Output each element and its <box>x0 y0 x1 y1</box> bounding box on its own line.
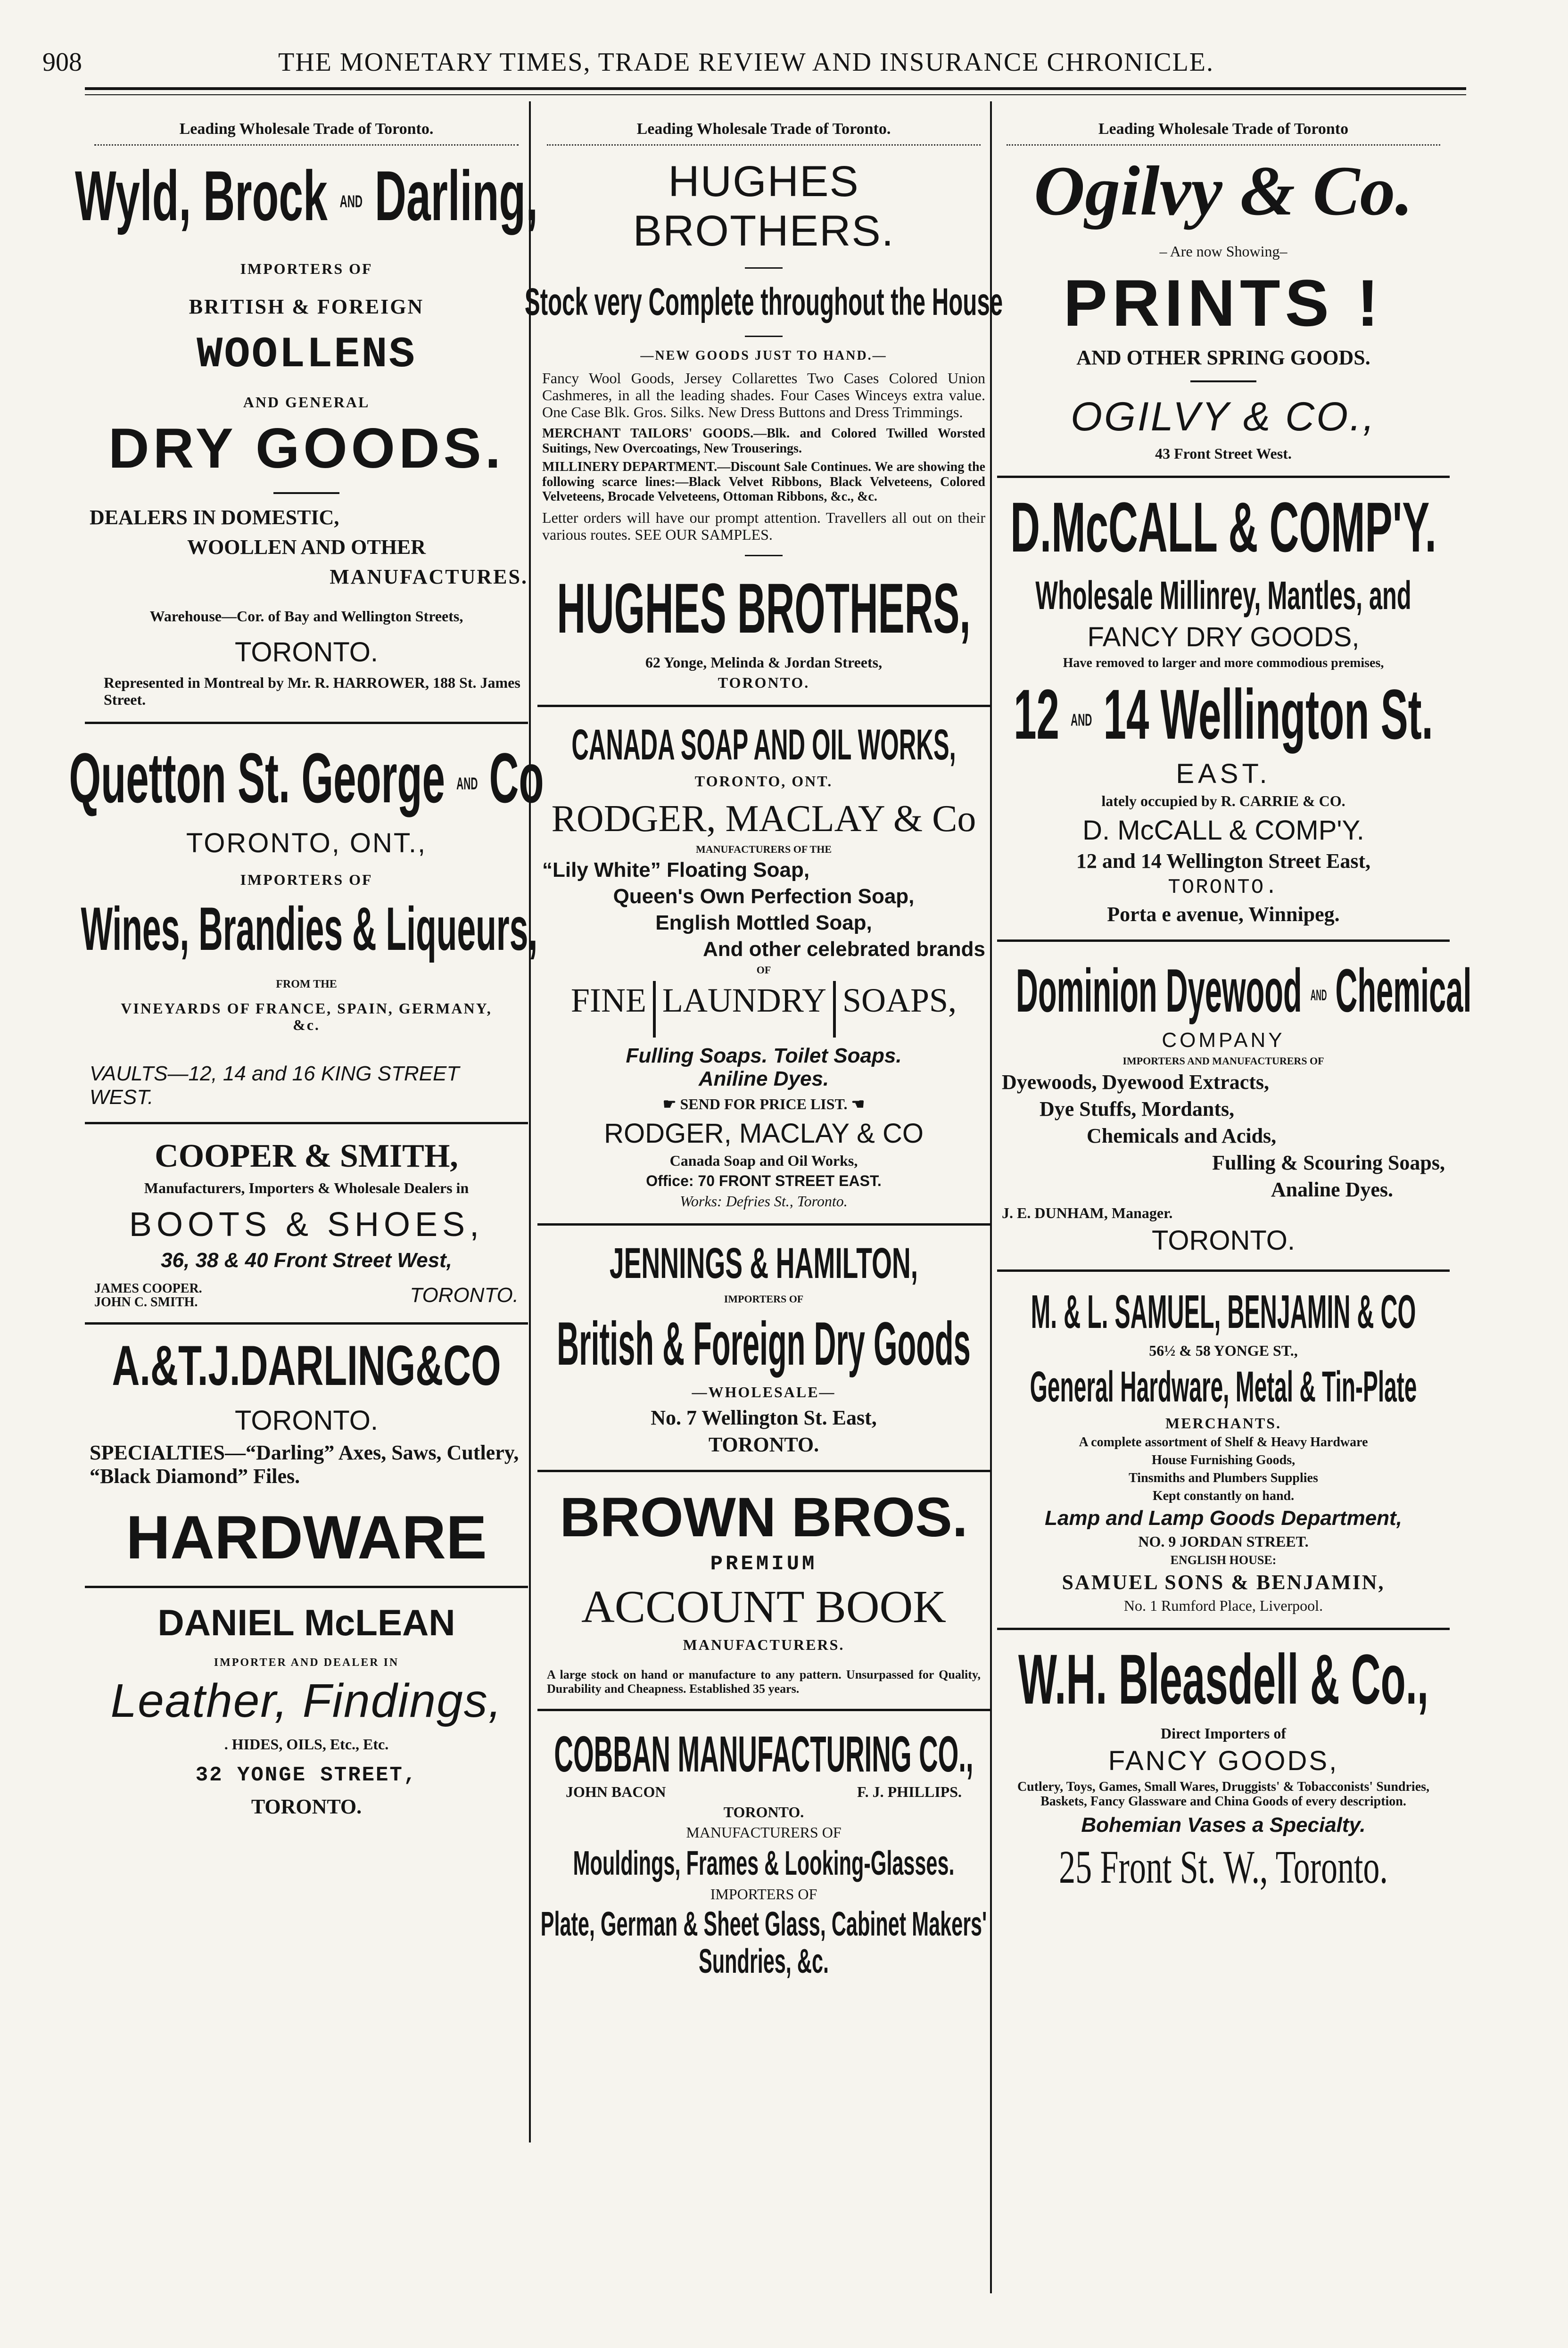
send-price-list: ☛ SEND FOR PRICE LIST. ☚ <box>662 1096 865 1113</box>
account-book-line: ACCOUNT BOOK <box>581 1582 947 1633</box>
page-number: 908 <box>42 48 82 77</box>
importers-line: IMPORTERS AND MANUFACTURERS OF <box>1122 1055 1324 1067</box>
wavy-rule <box>1007 142 1440 146</box>
partners <box>94 1282 202 1310</box>
millinery-para: MILLINERY DEPARTMENT.—Discount Sale Continues. We are showing the following scarce lines:—Black Velvet Ribbons, Black Velveteens, Colored Velveteens, Brocade Velveteens, Ottoman Ribbons, &c., &c. <box>542 460 985 504</box>
short-rule <box>1190 380 1256 382</box>
ad-darling-co <box>85 1333 528 1573</box>
city-line: TORONTO, ONT. <box>694 772 833 790</box>
firm-name: W.H. Bleasdell & Co., <box>1018 1639 1429 1719</box>
address-line: 32 YONGE STREET, <box>195 1763 418 1787</box>
chemicals-line: Chemicals and Acids, <box>1087 1124 1277 1147</box>
address-line: 36, 38 & 40 Front Street West, <box>161 1248 452 1272</box>
address-street: 14 Wellington St. <box>1103 674 1433 754</box>
of-line: OF <box>756 964 771 976</box>
city-line: TORONTO. <box>1152 1225 1295 1256</box>
partner-row <box>85 1282 528 1310</box>
firm-name: JENNINGS & HAMILTON, <box>609 1239 918 1288</box>
and-mark: AND <box>1310 986 1327 1004</box>
bohemian-line: Bohemian Vases a Specialty. <box>1081 1813 1366 1837</box>
represented-line: Represented in Montreal by Mr. R. HARROWER, 188 St. James Street. <box>104 674 520 708</box>
jordan-line: NO. 9 JORDAN STREET. <box>1138 1532 1309 1550</box>
ad-ogilvy <box>997 150 1450 462</box>
section-rule <box>85 1586 528 1588</box>
boots-line: BOOTS & SHOES, <box>129 1205 484 1244</box>
dry-goods-line: DRY GOODS. <box>108 417 505 480</box>
city-line: TORONTO. <box>410 1284 519 1307</box>
ad-jennings-hamilton <box>537 1239 990 1457</box>
ad-wyld-brock-darling <box>74 155 538 709</box>
and-mark: AND <box>339 191 363 211</box>
ad-mccall <box>997 486 1450 926</box>
city-line: TORONTO, ONT., <box>186 827 427 858</box>
address-big <box>983 674 1464 755</box>
lamp-line: Lamp and Lamp Goods Department, <box>1045 1506 1402 1530</box>
firm-name-left: Quetton St. George <box>69 738 445 817</box>
general-line: General Hardware, Metal & Tin-Plate <box>1030 1362 1417 1411</box>
winnipeg-line: Porta e avenue, Winnipeg. <box>1107 902 1340 926</box>
lily-line: “Lily White” Floating Soap, <box>542 858 810 882</box>
importers-line: IMPORTERS OF <box>240 260 373 277</box>
city-line: TORONTO. <box>723 1803 804 1821</box>
column-heading: Leading Wholesale Trade of Toronto. <box>179 120 434 138</box>
section-rule <box>997 939 1450 942</box>
fulling-line: Fulling & Scouring Soaps, <box>1212 1151 1445 1174</box>
letter-orders-para: Letter orders will have our prompt attention. Travellers all out on their various routes. SEE OUR SAMPLES. <box>542 509 985 544</box>
fancy-line: FANCY DRY GOODS, <box>1087 622 1360 653</box>
ad-brown-bros <box>537 1485 990 1695</box>
section-rule <box>997 1628 1450 1630</box>
hides-line: . HIDES, OILS, Etc., Etc. <box>224 1735 389 1753</box>
address-line: 25 Front St. W., Toronto. <box>1059 1841 1388 1894</box>
wavy-rule <box>547 142 981 146</box>
importers-line: IMPORTERS OF <box>724 1293 804 1305</box>
header-rule-thin <box>85 94 1466 95</box>
city-line: TORONTO. <box>235 1405 378 1436</box>
firm-name: HUGHES BROTHERS. <box>633 157 895 255</box>
city-line: TORONTO. <box>1168 875 1279 899</box>
partner-name: JAMES COOPER. <box>94 1281 202 1296</box>
ad-dominion-dyewood <box>997 955 1472 1256</box>
and-mark: AND <box>456 774 478 793</box>
running-title: THE MONETARY TIMES, TRADE REVIEW AND INSURANCE CHRONICLE. <box>278 48 1214 77</box>
firm-name: COOPER & SMITH, <box>155 1137 458 1174</box>
cutlery-desc: Cutlery, Toys, Games, Small Wares, Druggists' & Tobacconists' Sundries, Baskets, Fancy Glassware and China Goods of every description. <box>1017 1779 1430 1809</box>
section-rule <box>537 1709 990 1711</box>
furnishing-line: House Furnishing Goods, <box>1151 1452 1296 1467</box>
section-rule <box>85 1322 528 1325</box>
dealers-line: DEALERS IN DOMESTIC, <box>90 506 339 529</box>
direct-line: Direct Importers of <box>1161 1724 1286 1742</box>
soaps-word: SOAPS, <box>842 981 957 1019</box>
works-line: Canada Soap and Oil Works, <box>669 1152 858 1170</box>
ad-daniel-mclean <box>85 1601 528 1819</box>
partner-name: F. J. PHILLIPS. <box>857 1783 962 1800</box>
firm-name: M. & L. SAMUEL, BENJAMIN & CO <box>1031 1285 1416 1338</box>
stock-desc: A large stock on hand or manufacture to any pattern. Unsurpassed for Quality, Durability and Cheapness. Established 35 years. <box>547 1668 981 1696</box>
specialties-line: SPECIALTIES—“Darling” Axes, Saws, Cutlery, “Black Diamond” Files. <box>90 1441 519 1488</box>
firm-name-right: Darling, <box>374 156 538 235</box>
ad-canada-soap <box>537 720 990 1211</box>
mouldings-line: Mouldings, Frames & Looking-Glasses. <box>573 1844 955 1882</box>
english-line: English Mottled Soap, <box>655 911 872 934</box>
ad-bleasdell <box>997 1639 1450 1895</box>
address-line: 43 Front Street West. <box>1155 445 1292 462</box>
firm-name-left: Wyld, Brock <box>74 156 328 235</box>
dry-goods-line: British & Foreign Dry Goods <box>557 1309 971 1378</box>
mfrs-line: MANUFACTURERS OF THE <box>695 843 832 855</box>
liverpool-line: No. 1 Rumford Place, Liverpool. <box>1123 1597 1323 1614</box>
section-rule <box>85 722 528 724</box>
firm-name-2: D. McCALL & COMP'Y. <box>1082 815 1364 846</box>
section-rule <box>997 1269 1450 1272</box>
fine-word: FINE <box>570 981 646 1019</box>
firm-name-right: Chemical <box>1335 956 1472 1025</box>
column-3 <box>997 101 1472 2317</box>
page-header <box>42 42 1527 94</box>
column-2 <box>524 101 1003 2317</box>
dyewoods-line: Dyewoods, Dyewood Extracts, <box>1002 1070 1270 1094</box>
section-rule <box>537 705 990 707</box>
firm-name: CANADA SOAP AND OIL WORKS, <box>571 720 956 769</box>
fancy-goods-line: FANCY GOODS, <box>1108 1745 1339 1776</box>
from-line: FROM THE <box>276 978 337 990</box>
importers-line: IMPORTERS OF <box>240 871 373 888</box>
wines-line: Wines, Brandies & Liqueurs, <box>81 894 538 963</box>
ad-cobban <box>537 1724 990 1980</box>
short-rule <box>745 267 783 269</box>
firm-name <box>1016 955 1472 1026</box>
new-goods-line: —NEW GOODS JUST TO HAND.— <box>640 348 887 363</box>
stock-line: Stock very Complete throughout the House <box>524 280 1003 323</box>
analine-line: Analine Dyes. <box>1271 1178 1393 1201</box>
merchants-line: MERCHANTS. <box>1165 1414 1281 1432</box>
address-line: 12 and 14 Wellington Street East, <box>1076 849 1371 873</box>
premium-line: PREMIUM <box>710 1552 817 1576</box>
english-house-line: ENGLISH HOUSE: <box>1170 1553 1277 1567</box>
partner-name: JOHN BACON <box>566 1783 666 1800</box>
desc-line: Manufacturers, Importers & Wholesale Dealers in <box>144 1179 469 1196</box>
plate-line: Plate, German & Sheet Glass, Cabinet Makers' Sundries, &c. <box>540 1905 987 1980</box>
rodger-maclay-line-2: RODGER, MACLAY & CO <box>604 1118 924 1149</box>
firm-name: DANIEL McLEAN <box>157 1601 455 1643</box>
ad-samuel-benjamin <box>997 1285 1450 1615</box>
firm-name: A.&T.J.DARLING&CO <box>112 1334 501 1398</box>
address-line: No. 7 Wellington St. East, <box>651 1406 877 1430</box>
hardware-line: HARDWARE <box>126 1502 487 1572</box>
firm-name: BROWN BROS. <box>560 1486 968 1549</box>
column-divider-1 <box>529 101 531 2142</box>
kept-line: Kept constantly on hand. <box>1152 1488 1295 1503</box>
partner-name: JOHN C. SMITH. <box>94 1295 198 1310</box>
assortment-line: A complete assortment of Shelf & Heavy Hardware <box>1079 1434 1368 1450</box>
queens-line: Queen's Own Perfection Soap, <box>613 884 915 908</box>
address-line: 56½ & 58 YONGE ST., <box>1149 1342 1298 1359</box>
short-rule <box>745 555 783 556</box>
and-mark: AND <box>1071 710 1092 729</box>
section-rule <box>537 1470 990 1472</box>
partner-row <box>537 1783 990 1801</box>
ad-hughes-brothers <box>524 157 1003 692</box>
firm-name <box>68 737 544 819</box>
fulling-line: Fulling Soaps. Toilet Soaps. Aniline Dyes. <box>626 1044 902 1091</box>
city-line: TORONTO. <box>718 674 810 691</box>
address-num: 12 <box>1014 674 1059 754</box>
company-line: COMPANY <box>1162 1028 1285 1052</box>
firm-name-left: Dominion Dyewood <box>1016 956 1302 1025</box>
woollen-line: WOOLLEN AND OTHER <box>187 536 426 559</box>
column-heading: Leading Wholesale Trade of Toronto <box>1098 120 1349 138</box>
desc-line: IMPORTER AND DEALER IN <box>214 1656 399 1669</box>
manufactures-line: MANUFACTURES. <box>330 565 528 588</box>
removed-line: Have removed to larger and more commodious premises, <box>1063 656 1384 671</box>
firm-name-2: OGILVY & CO., <box>1071 394 1376 440</box>
mfrs-line: MANUFACTURERS OF <box>686 1823 842 1841</box>
firm-name-right: Co <box>489 738 544 817</box>
other-goods-line: AND OTHER SPRING GOODS. <box>1076 346 1370 369</box>
works-location: Works: Defries St., Toronto. <box>680 1193 848 1210</box>
british-foreign-line: BRITISH & FOREIGN <box>189 295 424 318</box>
section-rule <box>537 1223 990 1226</box>
leather-line: Leather, Findings, <box>110 1674 503 1727</box>
office-line: Office: 70 FRONT STREET EAST. <box>646 1172 882 1190</box>
east-line: EAST. <box>1176 758 1271 789</box>
firm-name <box>52 155 561 237</box>
and-general-line: AND GENERAL <box>243 394 370 411</box>
manufacturers-line: MANUFACTURERS. <box>683 1636 845 1654</box>
toronto-line: TORONTO. <box>235 637 378 667</box>
header-rule <box>85 87 1466 90</box>
city-line: TORONTO. <box>708 1433 819 1457</box>
tinsmiths-line: Tinsmiths and Plumbers Supplies <box>1129 1470 1318 1485</box>
woollens-line: WOOLLENS <box>197 330 416 379</box>
section-rule <box>85 1122 528 1124</box>
short-rule <box>745 336 783 337</box>
wavy-rule <box>94 142 519 146</box>
firm-name: D.McCALL & COMP'Y. <box>1010 487 1436 567</box>
other-brands-line: And other celebrated brands <box>702 937 985 961</box>
importers-line: IMPORTERS OF <box>710 1885 817 1903</box>
vaults-line: VAULTS—12, 14 and 16 KING STREET WEST. <box>90 1062 460 1109</box>
rodger-maclay-line: RODGER, MACLAY & Co <box>551 798 976 840</box>
showing-line: – Are now Showing– <box>1159 243 1287 260</box>
dye-stuffs-line: Dye Stuffs, Mordants, <box>1040 1097 1235 1120</box>
column-heading: Leading Wholesale Trade of Toronto. <box>636 120 891 138</box>
wholesale-line: —WHOLESALE— <box>692 1384 836 1401</box>
firm-name: COBBAN MANUFACTURING CO., <box>554 1725 974 1782</box>
vineyards-line: VINEYARDS OF FRANCE, SPAIN, GERMANY, &c. <box>121 999 492 1034</box>
firm-name-large: HUGHES BROTHERS, <box>557 568 971 648</box>
short-rule <box>273 492 339 494</box>
city-line: TORONTO. <box>251 1795 362 1818</box>
prints-line: PRINTS ! <box>1063 266 1384 340</box>
lately-line: lately occupied by R. CARRIE & CO. <box>1101 792 1345 809</box>
firm-name: Ogilvy & Co. <box>1033 152 1413 230</box>
ad-quetton-st-george <box>69 737 544 1109</box>
tailors-para: MERCHANT TAILORS' GOODS.—Blk. and Colored Twilled Worsted Suitings, New Overcoatings, New Trouserings. <box>542 426 985 456</box>
ad-cooper-smith <box>85 1137 528 1310</box>
fine-laundry-soaps-row <box>537 981 990 1038</box>
laundry-word: LAUNDRY <box>662 981 826 1019</box>
address-line: 62 Yonge, Melinda & Jordan Streets, <box>645 653 883 671</box>
column-1 <box>69 101 544 2317</box>
wool-goods-para: Fancy Wool Goods, Jersey Collarettes Two Cases Colored Union Cashmeres, in all the leading shades. Four Cases Winceys extra value. One Case Blk. Gros. Silks. New Dress Buttons and Dress Trimmings. <box>542 370 985 420</box>
manager-line: J. E. DUNHAM, Manager. <box>1002 1204 1173 1221</box>
sons-line: SAMUEL SONS & BENJAMIN, <box>1062 1570 1385 1594</box>
warehouse-line: Warehouse—Cor. of Bay and Wellington Streets, <box>149 608 463 625</box>
section-rule <box>997 476 1450 478</box>
wholesale-line: Wholesale Millinrey, Mantles, and <box>1035 573 1411 618</box>
